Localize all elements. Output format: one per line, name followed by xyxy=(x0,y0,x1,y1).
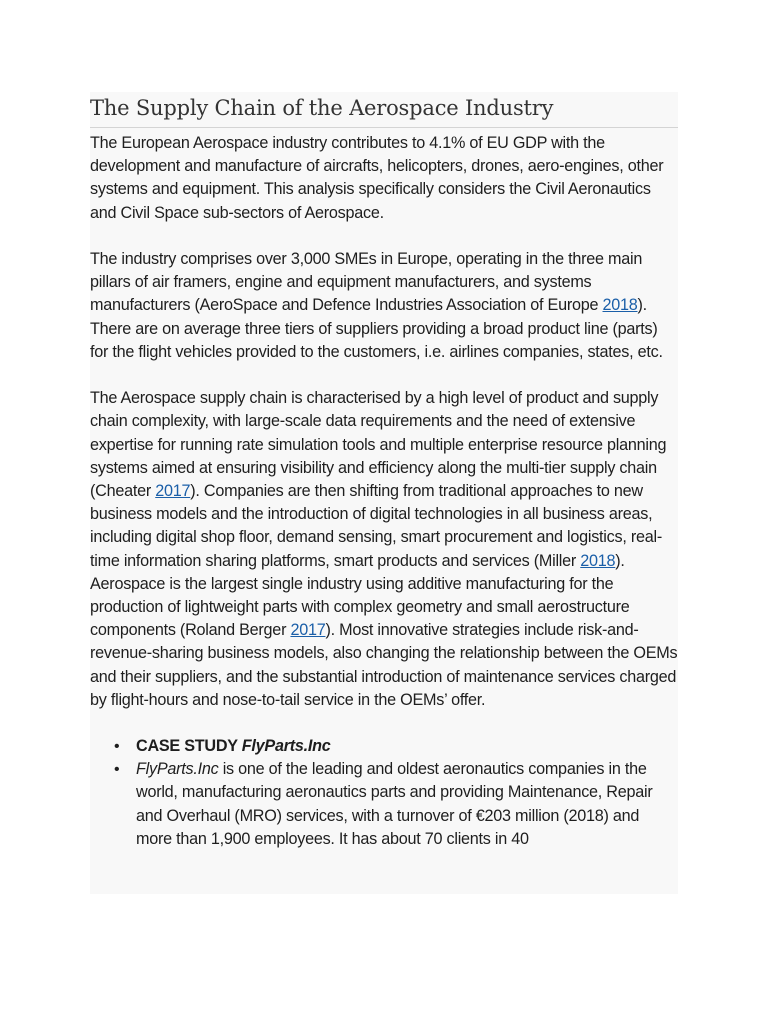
list-item-case-study xyxy=(90,735,678,758)
bullet-icon: • xyxy=(114,761,120,779)
company-name: FlyParts.Inc xyxy=(136,760,219,779)
paragraph-3-text-c: ). Aerospace is the largest single industry using additive manufacturing for the production of lightweight parts with complex geometry and small aerostructure components (Roland Berger xyxy=(90,551,630,640)
paragraph-2-text-a: The industry comprises over 3,000 SMEs in Europe, operating in the three main pillars of air framers, engine and equipment manufacturers, and systems manufacturers (AeroSpace and Defence Industries Association of Europe xyxy=(90,250,643,315)
case-study-company-name: FlyParts.Inc xyxy=(241,737,331,756)
paragraph-3 xyxy=(90,387,678,712)
company-description: is one of the leading and oldest aeronautics companies in the world, manufacturing aeronautics parts and providing Maintenance, Repair and Overhaul (MRO) services, with a turnover of €203 million (2018) and more than 1,900 employees. It has about 70 clients in 40 xyxy=(136,760,653,848)
paragraph-3-text-b: ). Companies are then shifting from traditional approaches to new business models and the introduction of digital technologies in all business areas, including digital shop floor, demand sensing, smart procurement and logistics, real-time information sharing platforms, smart products and services (Miller xyxy=(90,482,662,570)
citation-link-2017-roland-berger[interactable]: 2017 xyxy=(290,621,326,640)
paragraph-3-text-d: ). Most innovative strategies include risk-and-revenue-sharing business models, also changing the relationship between the OEMs and their suppliers, and the substantial introduction of maintenance services charged by flight-hours and nose-to-tail service in the OEMs’ offer. xyxy=(90,621,678,709)
bullet-icon: • xyxy=(114,738,120,756)
paragraph-1: The European Aerospace industry contributes to 4.1% of EU GDP with the development and manufacture of aircrafts, helicopters, drones, aero-engines, other systems and equipment. This analysis specifically considers the Civil Aeronautics and Civil Space sub-sectors of Aerospace. xyxy=(90,134,664,222)
citation-link-2018-miller[interactable]: 2018 xyxy=(580,551,616,570)
paragraph-3-text-a: The Aerospace supply chain is characterised by a high level of product and supply chain complexity, with large-scale data requirements and the need of extensive expertise for running rate simulation tools and multiple enterprise resource planning systems aimed at ensuring visibility and efficiency along the multi-tier supply chain (Cheater xyxy=(90,389,667,501)
paragraph-2 xyxy=(90,248,678,364)
citation-link-2018-asd[interactable]: 2018 xyxy=(602,296,638,315)
page-title: The Supply Chain of the Aerospace Industry xyxy=(90,92,678,128)
document-page xyxy=(90,92,678,894)
case-study-label: CASE STUDY xyxy=(136,737,242,756)
list-item-company-description xyxy=(90,758,678,851)
bullet-list xyxy=(90,735,678,851)
citation-link-2017-cheater[interactable]: 2017 xyxy=(155,482,191,501)
paragraph-2-text-b: ). There are on average three tiers of suppliers providing a broad product line (parts) for the flight vehicles provided to the customers, i.e. airlines companies, states, etc. xyxy=(90,296,663,361)
